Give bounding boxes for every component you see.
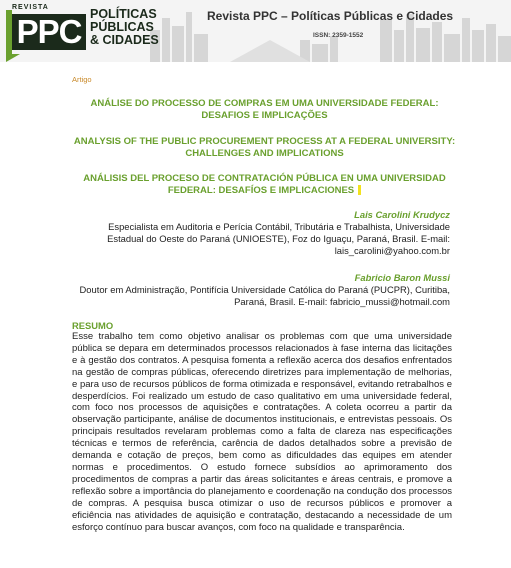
logo-revista-text: REVISTA <box>12 4 49 11</box>
text-cursor-highlight <box>358 185 361 195</box>
title-english: ANALYSIS OF THE PUBLIC PROCUREMENT PROCESS AT A FEDERAL UNIVERSITY: CHALLENGES AND IMPLICATIONS <box>73 136 456 159</box>
author-2 <box>70 272 450 308</box>
title-spanish-block <box>72 173 457 196</box>
abstract-heading: RESUMO <box>72 320 114 331</box>
journal-logo: PPC <box>12 14 86 50</box>
logo-line-1: POLÍTICAS <box>90 7 157 21</box>
article-type-label: Artigo <box>72 75 92 84</box>
logo-line-3: & CIDADES <box>90 33 159 47</box>
title-portuguese: ANÁLISE DO PROCESSO DE COMPRAS EM UMA UNIVERSIDADE FEDERAL: DESAFIOS E IMPLICAÇÕES <box>90 98 439 121</box>
logo-line-2: PÚBLICAS <box>90 20 154 34</box>
author-1-affiliation: Especialista em Auditoria e Perícia Contábil, Tributária e Trabalhista, Universidade Estadual do Oeste do Paraná (UNIOESTE), Foz do Iguaçu, Paraná, Brasil. E-mail: lais_carolini@yahoo.com.br <box>107 221 450 256</box>
issn-number: ISSN: 2359-1552 <box>313 32 364 39</box>
abstract-text: Esse trabalho tem como objetivo analisar os problemas com que uma universidade pública se depara em determinados processos relacionados à fase interna das licitações e à gestão dos contratos. A pesquisa fomenta a reflexão acerca dos desafios enfrentados na gestão de compras públicas, oferecendo diretrizes para implementação de melhorias, e para uso de recursos públicos de forma otimizada e responsável, evitando retrabalhos e desperdícios. Foi realizado um estudo de caso qualitativo em uma universidade federal, com foco nos processos de aquisições e contratações. A coleta ocorreu a partir da observação participante, análise de documentos institucionais, e entrevistas pessoais. Os principais resultados revelaram problemas como a falta de clareza nas especificações técnicas e termos de referência, carência de dados detalhados sobre a previsão de demanda e cotação de preços, bem como as dificuldades das equipes em atender normas e procedimentos. O estudo fornece subsídios ao aprimoramento dos procedimentos de compras a partir das áreas solicitantes e áreas centrais, e promove a reflexão sobre a importância do planejamento e coordenação na condução dos processos de compras. A pesquisa busca otimizar o uso de recursos públicos e promover a eficiência nas atividades de aquisição e contratação, destacando a necessidade de um esforço contínuo para buscar avanços, com foco na qualidade e transparência. <box>72 331 452 533</box>
journal-title: Revista PPC – Políticas Públicas e Cidades <box>207 9 454 23</box>
title-spanish: ANÁLISIS DEL PROCESO DE CONTRATACIÓN PÚBLICA EN UMA UNIVERSIDAD FEDERAL: DESAFÍOS E IMPLICACIONES <box>83 173 446 196</box>
author-1-name: Lais Carolini Krudycz <box>354 209 450 220</box>
author-2-affiliation: Doutor em Administração, Pontifícia Universidade Católica do Paraná (PUCPR), Curitiba, Paraná, Brasil. E-mail: fabricio_mussi@hotmail.com <box>79 284 450 307</box>
author-1 <box>70 209 450 257</box>
author-2-name: Fabricio Baron Mussi <box>354 272 450 283</box>
logo-wordmark <box>90 8 159 47</box>
journal-header <box>0 0 511 62</box>
